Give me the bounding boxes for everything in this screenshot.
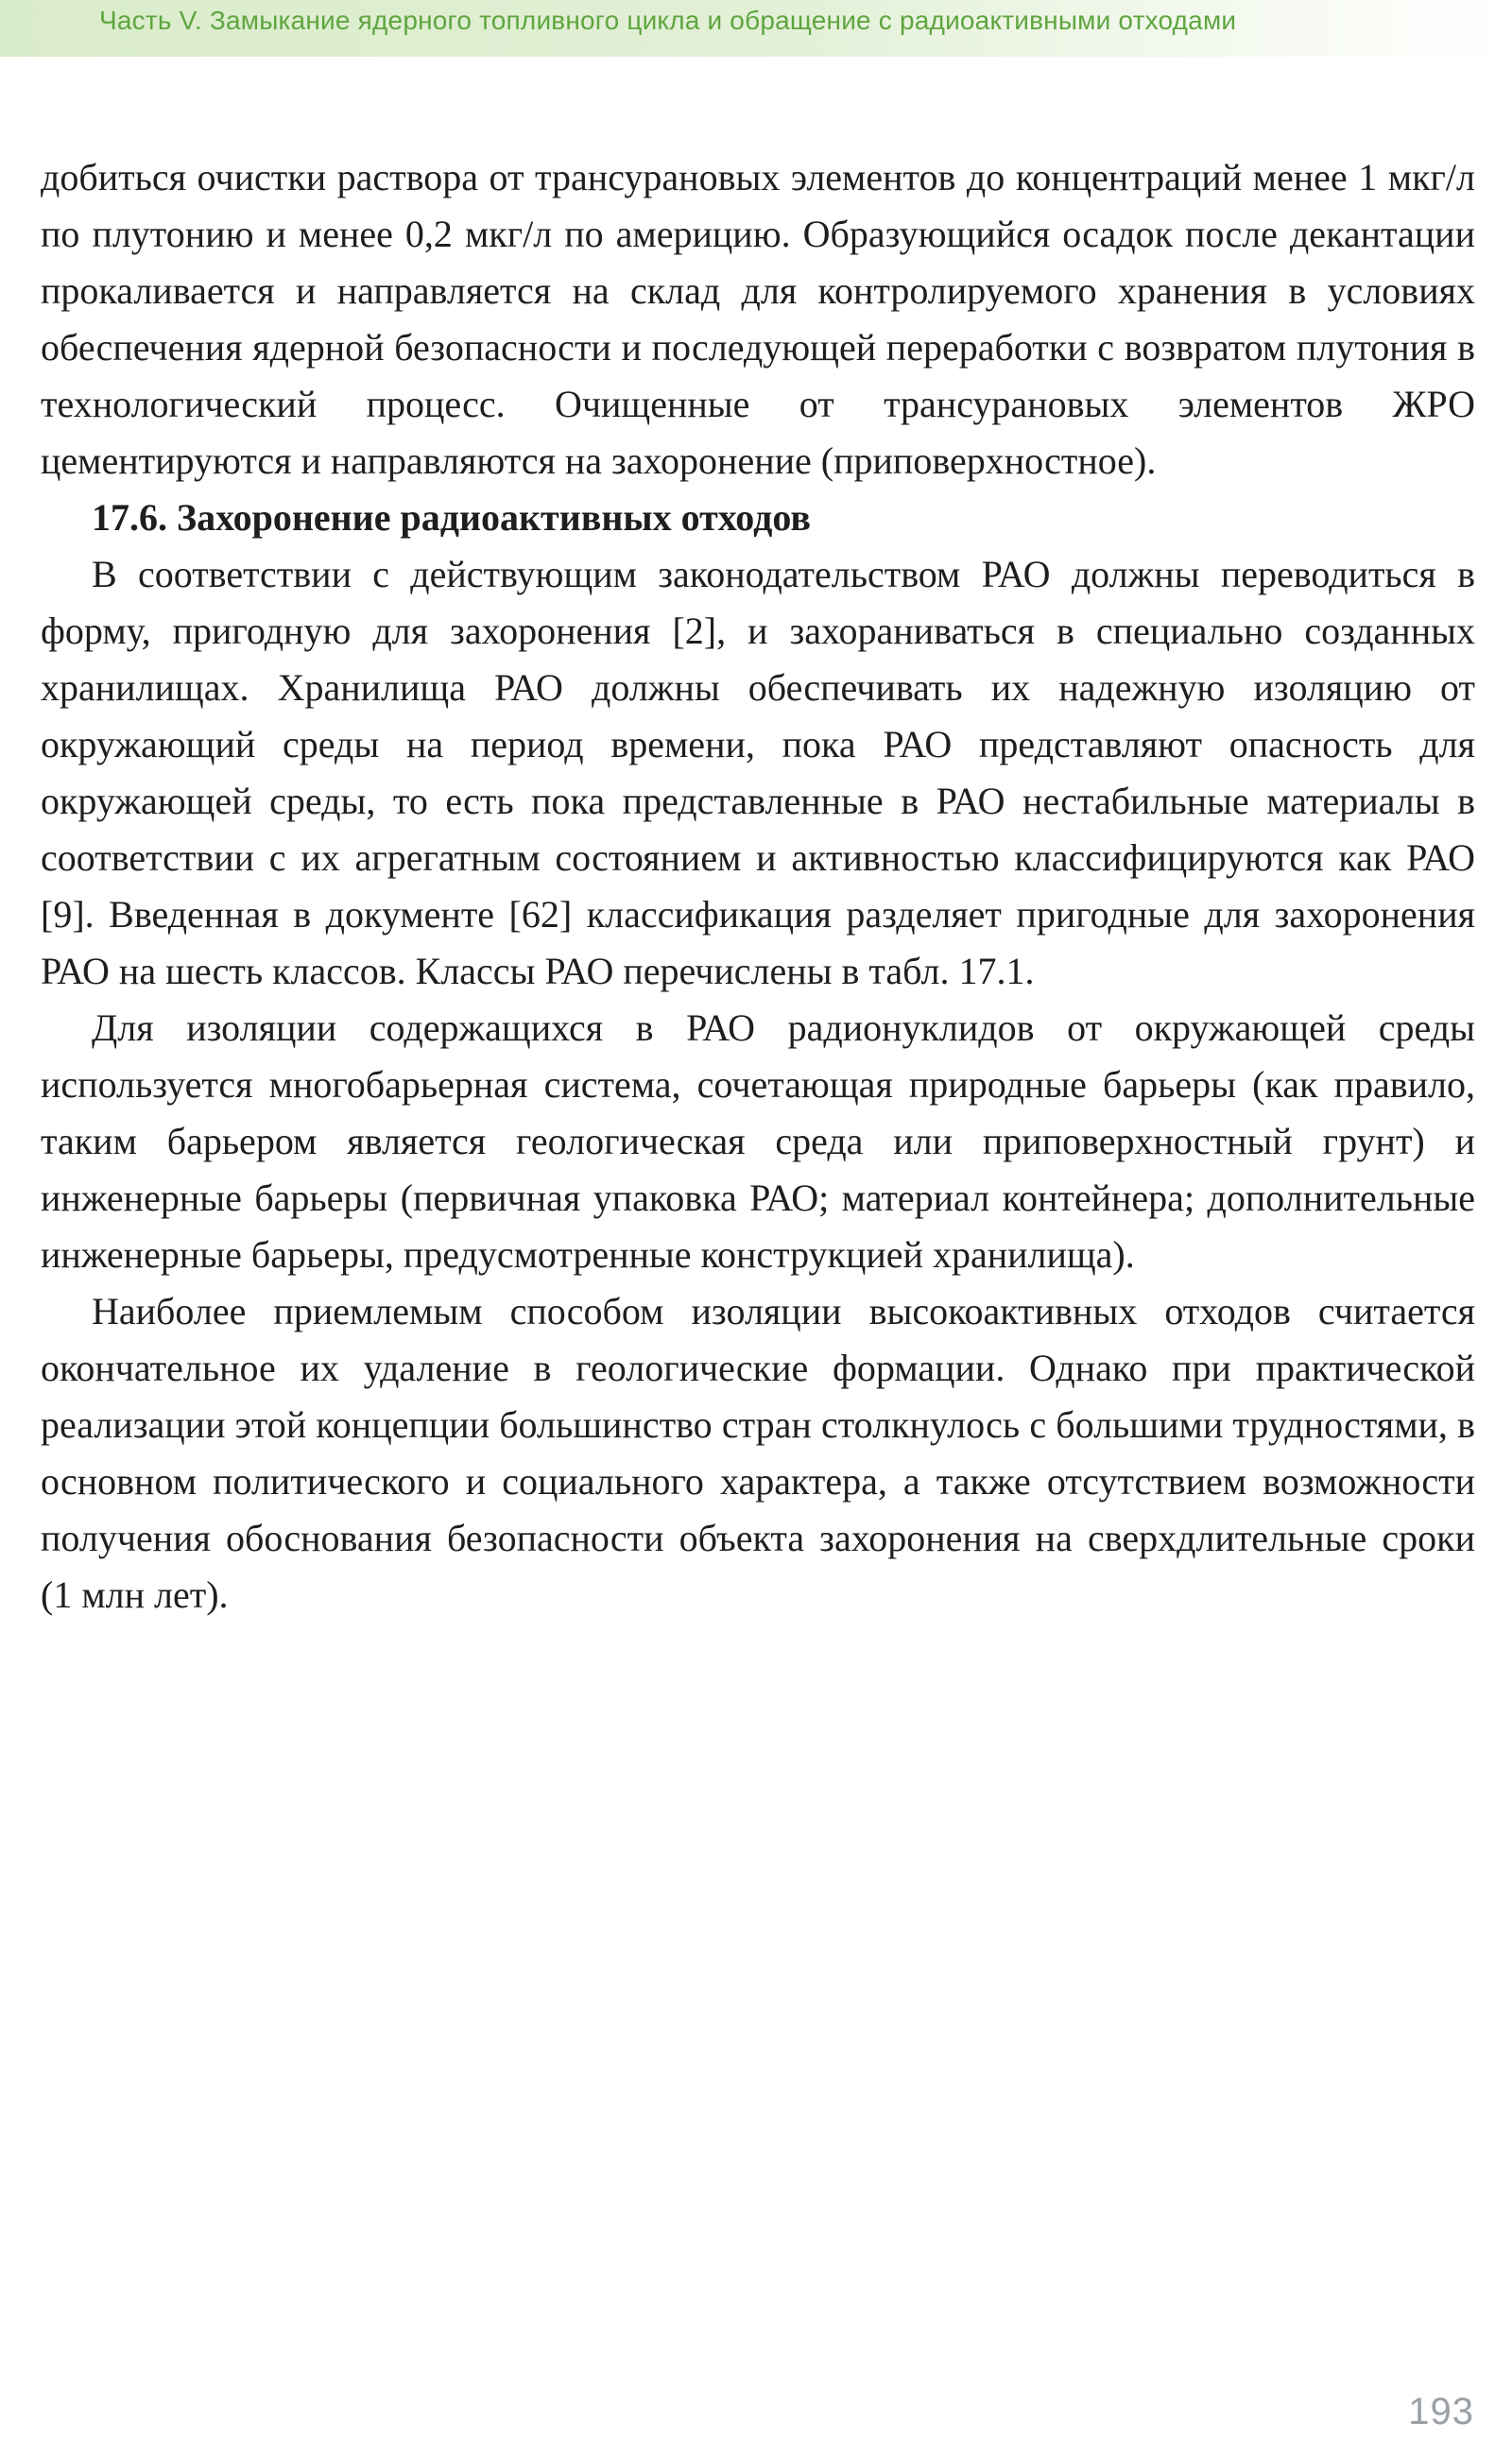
paragraph-1: В соответствии с действующим законодательством РАО должны переводиться в форму, пригодную для захоронения [2], и захораниваться в специально созданных хранилищах. Хранилища РАО должны обеспечивать их надежную изоляцию от окружающий среды на период времени, пока РАО представляют опасность для окружающей среды, то есть пока представленные в РАО нестабильные материалы в соответствии с их агрегатным состоянием и активностью классифицируются как РАО [9]. Введенная в документе [62] классификация разделяет пригодные для захоронения РАО на шесть классов. Классы РАО перечислены в табл. 17.1. xyxy=(41,553,1475,992)
running-header-title: Часть V. Замыкание ядерного топливного цикла и обращение с радиоактивными отходами xyxy=(99,6,1237,35)
paragraph-3: Наиболее приемлемым способом изоляции высокоактивных отходов считается окончательное их удаление в геологические формации. Однако при практической реализации этой концепции большинство стран столкнулось с большими трудностями, в основном политического и социального характера, а также отсутствием возможности получения обоснования безопасности объекта захоронения на сверхдлительные сроки (1 млн лет). xyxy=(41,1290,1475,1616)
running-header-band xyxy=(0,0,1512,57)
page-body xyxy=(41,149,1475,1624)
section-heading: 17.6. Захоронение радиоактивных отходов xyxy=(92,496,811,539)
paragraph-continuation: добиться очистки раствора от трансурановых элементов до концентраций менее 1 мкг/л по плутонию и менее 0,2 мкг/л по америцию. Образующийся осадок после декантации прокаливается и направляется на склад для контролируемого хранения в условиях обеспечения ядерной безопасности и последующей переработки с возвратом плутония в технологический процесс. Очищенные от трансурановых элементов ЖРО цементируются и направляются на захоронение (приповерхностное). xyxy=(41,156,1475,482)
paragraph-2: Для изоляции содержащихся в РАО радионуклидов от окружающей среды используется многобарьерная система, сочетающая природные барьеры (как правило, таким барьером является геологическая среда или приповерхностный грунт) и инженерные барьеры (первичная упаковка РАО; материал контейнера; дополнительные инженерные барьеры, предусмотренные конструкцией хранилища). xyxy=(41,1006,1475,1276)
page-number: 193 xyxy=(1408,2391,1474,2432)
